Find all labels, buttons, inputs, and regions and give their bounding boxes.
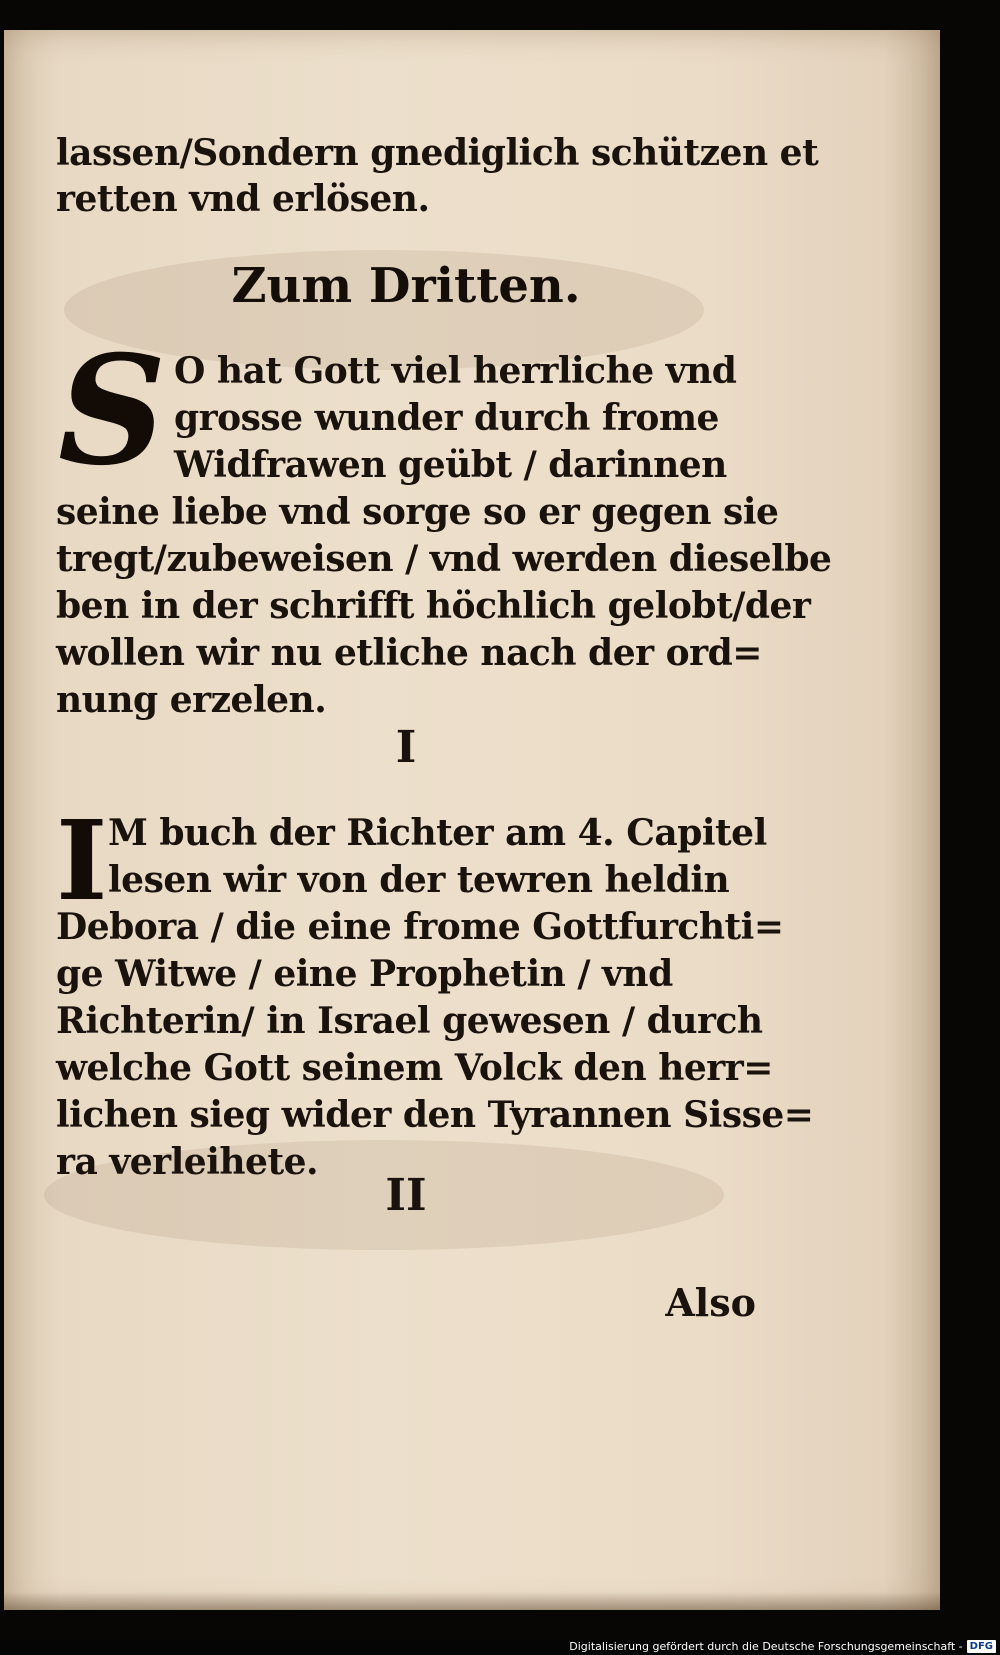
text-line: Richterin/ in Israel gewesen / durch [56, 1000, 763, 1042]
text-line: M buch der Richter am 4. Capitel [108, 812, 767, 854]
text-line: lassen/Sondern gnediglich schützen et [56, 132, 819, 174]
text-line: lichen sieg wider den Tyrannen Sisse= [56, 1094, 814, 1136]
text-line: ra verleihete. [56, 1141, 319, 1183]
text-line: O hat Gott viel herrliche vnd [174, 350, 737, 392]
digitization-credit [569, 1639, 996, 1653]
book-page [4, 30, 940, 1610]
text-line: ben in der schrifft höchlich gelobt/der [56, 585, 811, 627]
paragraph-2 [56, 796, 814, 1186]
drop-capital: S [58, 323, 167, 499]
catchword: Also [665, 1280, 756, 1325]
drop-capital: I [56, 796, 108, 925]
text-line: Widfrawen geübt / darinnen [174, 444, 727, 486]
text-line: grosse wunder durch frome [174, 397, 719, 439]
dfg-logo-icon: DFG [967, 1640, 996, 1653]
paragraph-1 [56, 323, 832, 724]
text-line: wollen wir nu etliche nach der ord= [56, 632, 762, 674]
section-numeral: I [395, 722, 417, 773]
text-line: nung erzelen. [56, 679, 327, 721]
credit-text: Digitalisierung gefördert durch die Deutsche Forschungsgemeinschaft - [569, 1639, 963, 1653]
text-line: lesen wir von der tewren heldin [108, 859, 730, 901]
text-line: retten vnd erlösen. [56, 178, 430, 220]
text-line: tregt/zubeweisen / vnd werden dieselbe [56, 538, 832, 580]
section-heading: Zum Dritten. [231, 258, 581, 314]
text-line: ge Witwe / eine Prophetin / vnd [56, 953, 673, 995]
section-numeral: II [385, 1170, 427, 1221]
text-line: seine liebe vnd sorge so er gegen sie [56, 491, 779, 533]
text-line: Debora / die eine frome Gottfurchti= [56, 906, 784, 948]
text-line: welche Gott seinem Volck den herr= [56, 1047, 773, 1089]
